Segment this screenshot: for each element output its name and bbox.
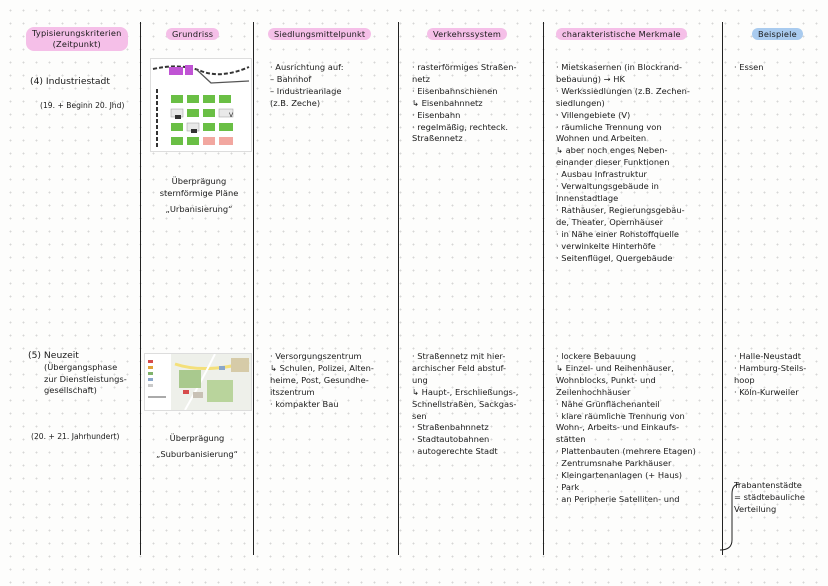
- svg-text:V: V: [229, 112, 234, 119]
- list-item: Innenstadtlage: [556, 192, 619, 203]
- list-item: siedlungen): [556, 97, 605, 108]
- text-line: (Übergangsphase: [44, 362, 118, 372]
- list-item: · klare räumliche Trennung von: [556, 410, 685, 421]
- header-grundriss: Grundriss: [166, 28, 219, 40]
- header-merkmale: charakteristische Merkmale: [556, 28, 687, 40]
- list-item: · Versorgungszentrum: [270, 351, 362, 361]
- list-item: stätten: [556, 434, 586, 445]
- list-item: · Zentrumsnahe Parkhäuser: [556, 458, 672, 469]
- list-item: · Ausrichtung auf:: [270, 62, 344, 72]
- row2-map-caption: [148, 433, 246, 461]
- list-item: Wohn-, Arbeits- und Einkaufs-: [556, 422, 680, 433]
- list-item: heime, Post, Gesundhe-: [270, 374, 369, 385]
- list-item: · autogerechte Stadt: [412, 446, 498, 457]
- text-line: gesellschaft): [44, 385, 97, 395]
- street-grid-map: [151, 59, 251, 151]
- list-item: · Ausbau Infrastruktur: [556, 169, 647, 180]
- list-item: ↳ Haupt-, Erschließungs-,: [412, 386, 519, 397]
- list-item: de, Theater, Opernhäuser: [556, 216, 664, 227]
- list-item: · kompakter Bau: [270, 398, 339, 409]
- list-item: · Seitenflügel, Quergebäude: [556, 252, 673, 263]
- note-line: Trabantenstädte: [734, 480, 802, 490]
- list-item: ung: [412, 374, 428, 385]
- list-item: Wohnen und Arbeiten: [556, 133, 647, 144]
- list-item: Wohnblocks, Punkt- und: [556, 374, 656, 385]
- list-item: einander dieser Funktionen: [556, 157, 670, 168]
- list-item: · Werkssiedlungen (z.B. Zechen-: [556, 85, 690, 96]
- list-item: · rasterförmiges Straßen-: [412, 62, 517, 72]
- neuzeit-map: [144, 353, 252, 411]
- list-item: · verwinkelte Hinterhöfe: [556, 240, 656, 251]
- list-item: ↳ aber noch enges Neben-: [556, 145, 668, 156]
- list-item: · Nähe Grünflächenanteil: [556, 398, 660, 409]
- row2-lines: [44, 362, 127, 397]
- list-item: ↳ Eisenbahnnetz: [412, 97, 483, 108]
- row1-beispiele: [734, 62, 764, 74]
- list-item: – Industrieanlage: [270, 85, 342, 96]
- note-line: = städtebauliche: [734, 491, 806, 502]
- row2-time: (20. + 21. Jahrhundert): [31, 432, 120, 441]
- header-typisierungskriterien: [26, 27, 128, 51]
- row1-map-caption: [154, 176, 244, 216]
- list-item: archischer Feld abstuf-: [412, 362, 507, 373]
- list-item: · Kleingartenanlagen (+ Haus): [556, 470, 683, 481]
- list-item: · räumliche Trennung von: [556, 121, 662, 132]
- list-item: · Eisenbahn: [412, 109, 461, 120]
- list-item: ↳ Schulen, Polizei, Alten-: [270, 362, 374, 373]
- column-divider: [253, 22, 254, 555]
- column-divider: [398, 22, 399, 555]
- row1-merkmale: [556, 62, 690, 264]
- list-item: · Verwaltungsgebäude in: [556, 181, 659, 192]
- row2-merkmale: [556, 351, 696, 506]
- list-item: · Plattenbauten (mehrere Etagen): [556, 446, 696, 457]
- list-item: Zeilenhochhäuser: [556, 386, 631, 397]
- column-divider: [543, 22, 544, 555]
- list-item: itszentrum: [270, 386, 315, 397]
- row1-title: (4) Industriestadt: [30, 76, 110, 87]
- list-item: · Straßennetz mit hier-: [412, 351, 506, 361]
- suburban-map: [145, 354, 251, 410]
- row1-time: (19. + Beginn 20. Jhd): [40, 101, 125, 110]
- header-siedlungsmittelpunkt: Siedlungsmittelpunkt: [268, 28, 371, 40]
- list-item: – Bahnhof: [270, 73, 312, 84]
- row2-verkehrssystem: [412, 351, 518, 458]
- list-item: · Eisenbahnschienen: [412, 85, 498, 96]
- list-item: · Villengebiete (V): [556, 109, 631, 120]
- column-divider: [722, 22, 723, 555]
- row1-siedlungsmittelpunkt: [270, 62, 344, 110]
- list-item: · Köln-Kurweiler: [734, 386, 799, 397]
- list-item: Schnellstraßen, Sackgas-: [412, 398, 517, 409]
- header-typ-sub: (Zeitpunkt): [52, 39, 101, 49]
- row2-siedlungsmittelpunkt: [270, 351, 374, 411]
- caption-line: Überprägung: [169, 433, 225, 443]
- list-item: ↳ Einzel- und Reihenhäuser,: [556, 362, 674, 373]
- row1-verkehrssystem: [412, 62, 516, 145]
- text-line: zur Dienstleistungs-: [44, 373, 127, 384]
- header-beispiele: Beispiele: [752, 28, 803, 40]
- list-item: Straßennetz: [412, 133, 463, 144]
- list-item: · Stadtautobahnen: [412, 434, 490, 445]
- column-divider: [140, 22, 141, 555]
- list-item: hoop: [734, 374, 755, 385]
- industriestadt-map: [150, 58, 252, 152]
- list-item: bebauung) → HK: [556, 73, 625, 84]
- list-item: sen: [412, 410, 427, 421]
- note-line: Verteilung: [734, 503, 777, 514]
- list-item: · in Nähe einer Rohstoffquelle: [556, 228, 680, 239]
- caption-line: Überprägung: [171, 176, 227, 186]
- list-item: · Hamburg-Steils-: [734, 362, 807, 373]
- list-item: · regelmäßig, rechteck.: [412, 121, 509, 132]
- list-item: · lockere Bebauung: [556, 351, 636, 361]
- list-item: · an Peripherie Satelliten- und: [556, 493, 680, 504]
- list-item: (z.B. Zeche): [270, 97, 321, 108]
- caption-line: „Suburbanisierung“: [156, 448, 238, 459]
- caption-line: „Urbanisierung“: [165, 203, 233, 214]
- row2-note: [734, 480, 805, 516]
- list-item: netz: [412, 73, 430, 84]
- header-verkehrssystem: Verkehrssystem: [427, 28, 507, 40]
- row2-title: (5) Neuzeit: [28, 350, 79, 361]
- list-item: · Park: [556, 481, 580, 492]
- caption-line: sternförmige Pläne: [159, 187, 239, 198]
- list-item: · Rathäuser, Regierungsgebäu-: [556, 204, 685, 215]
- row2-beispiele: [734, 351, 806, 399]
- list-item: · Straßenbahnnetz: [412, 422, 489, 433]
- list-item: · Mietskasernen (in Blockrand-: [556, 62, 683, 72]
- list-item: · Halle-Neustadt: [734, 351, 802, 361]
- list-item: · Essen: [734, 62, 764, 72]
- header-typ-label: Typisierungskriterien: [32, 28, 122, 38]
